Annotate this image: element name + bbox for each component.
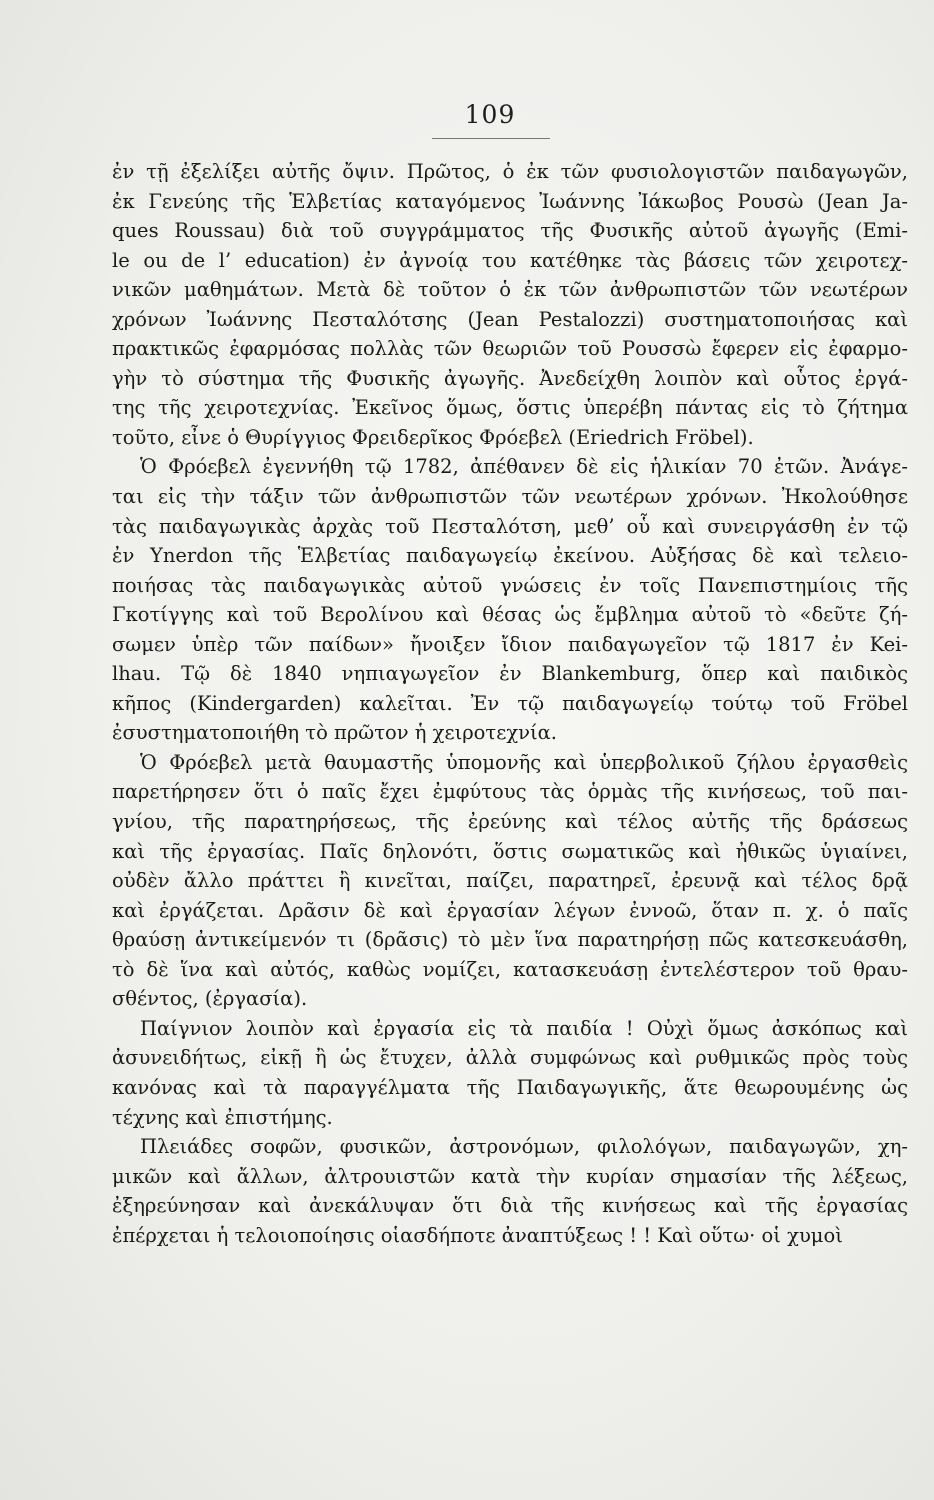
text-line: ἐκ Γενεύης τῆς Ἑλβετίας καταγόμενος Ἰωάννης Ἰάκωβος Ρουσὼ (Jean Ja- <box>112 189 908 213</box>
text-line: τέχνης καὶ ἐπιστήμης. <box>112 1105 333 1129</box>
text-line: Ὁ Φρόεβελ ἐγεννήθη τῷ 1782, ἀπέθανεν δὲ εἰς ἡλικίαν 70 ἐτῶν. Ἀνάγε- <box>140 455 908 479</box>
text-line: γὴν τὸ σύστημα τῆς Φυσικῆς ἀγωγῆς. Ἀνεδείχθη λοιπὸν καὶ οὗτος ἐργά- <box>112 366 908 390</box>
text-line: ἐξηρεύνησαν καὶ ἀνεκάλυψαν ὅτι διὰ τῆς κινήσεως καὶ τῆς ἐργασίας <box>112 1194 908 1218</box>
text-line: le ou de l’ education) ἐν ἀγνοίᾳ του κατέθηκε τὰς βάσεις τῶν χειροτεχ- <box>112 248 908 272</box>
text-line: ἐν Ynerdon τῆς Ἑλβετίας παιδαγωγείῳ ἐκείνου. Αὐξήσας δὲ καὶ τελειο- <box>112 544 908 568</box>
text-line: ἐσυστηματοποιήθη τὸ πρῶτον ἡ χειροτεχνία. <box>112 721 557 745</box>
text-line: τοῦτο, εἶνε ὁ Θυρίγγιος Φρειδερῖκος Φρόεβελ (Eriedrich Fröbel). <box>112 425 754 449</box>
text-line: καὶ ἐργάζεται. Δρᾶσιν δὲ καὶ ἐργασίαν λέγων ἐννοῶ, ὅταν π. χ. ὁ παῖς <box>112 898 908 922</box>
text-line: Παίγνιον λοιπὸν καὶ ἐργασία εἰς τὰ παιδία ! Οὐχὶ ὅμως ἀσκόπως καὶ <box>140 1016 908 1040</box>
text-line: παρετήρησεν ὅτι ὁ παῖς ἔχει ἐμφύτους τὰς ὁρμὰς τῆς κινήσεως, τοῦ παι- <box>112 780 908 804</box>
body-text <box>112 157 908 1250</box>
text-line: ται εἰς τὴν τάξιν τῶν ἀνθρωπιστῶν τῶν νεωτέρων χρόνων. Ἠκολούθησε <box>112 485 908 509</box>
text-line: ποιήσας τὰς παιδαγωγικὰς αὐτοῦ γνώσεις ἐν τοῖς Πανεπιστημίοις τῆς <box>112 573 908 597</box>
text-line: κανόνας καὶ τὰ παραγγέλματα τῆς Παιδαγωγικῆς, ἅτε θεωρουμένης ὡς <box>112 1075 908 1099</box>
page-number: 109 <box>464 100 516 129</box>
paragraph <box>112 1014 908 1132</box>
text-line: σθέντος, (ἐργασία). <box>112 987 308 1011</box>
header-rule <box>432 138 550 139</box>
paragraph <box>112 748 908 1014</box>
text-line: Γκοτίγγης καὶ τοῦ Βερολίνου καὶ θέσας ὡς ἔμβλημα αὐτοῦ τὸ «δεῦτε ζή- <box>112 603 908 627</box>
text-line: Ὁ Φρόεβελ μετὰ θαυμαστῆς ὑπομονῆς καὶ ὑπερβολικοῦ ζήλου ἐργασθεὶς <box>140 750 908 774</box>
text-line: χρόνων Ἰωάννης Πεσταλότσης (Jean Pestalozzi) συστηματοποιήσας καὶ <box>112 307 908 331</box>
paragraph <box>112 157 908 452</box>
text-line: ἐπέρχεται ἡ τελοιοποίησις οἱασδήποτε ἀναπτύξεως ! ! Καὶ οὕτω· οἱ χυμοὶ <box>112 1223 843 1247</box>
text-line: πρακτικῶς ἐφαρμόσας πολλὰς τῶν θεωριῶν τοῦ Ρουσσὼ ἔφερεν εἰς ἐφαρμο- <box>112 337 908 361</box>
text-line: οὐδὲν ἄλλο πράττει ἢ κινεῖται, παίζει, παρατηρεῖ, ἐρευνᾷ καὶ τέλος δρᾷ <box>112 869 908 893</box>
text-line: σωμεν ὑπὲρ τῶν παίδων» ἤνοιξεν ἴδιον παιδαγωγεῖον τῷ 1817 ἐν Kei- <box>112 632 908 656</box>
text-line: θραύσῃ ἀντικείμενόν τι (δρᾶσις) τὸ μὲν ἵνα παρατηρήσῃ πῶς κατεσκευάσθη, <box>112 928 908 952</box>
text-line: κῆπος (Kindergarden) καλεῖται. Ἐν τῷ παιδαγωγείῳ τούτῳ τοῦ Fröbel <box>112 691 908 715</box>
text-line: τὰς παιδαγωγικὰς ἀρχὰς τοῦ Πεσταλότση, μεθ’ οὗ καὶ συνειργάσθη ἐν τῷ <box>112 514 908 538</box>
text-line: ἀσυνειδήτως, εἰκῇ ἢ ὡς ἔτυχεν, ἀλλὰ συμφώνως καὶ ρυθμικῶς πρὸς τοὺς <box>112 1046 908 1070</box>
text-line: τὸ δὲ ἵνα καὶ αὐτός, καθὼς νομίζει, κατασκευάσῃ ἐντελέστερον τοῦ θραυ- <box>112 957 908 981</box>
text-line: ἐν τῇ ἐξελίξει αὐτῆς ὄψιν. Πρῶτος, ὁ ἐκ τῶν φυσιολογιστῶν παιδαγωγῶν, <box>112 160 908 183</box>
text-line: καὶ τῆς ἐργασίας. Παῖς δηλονότι, ὅστις σωματικῶς καὶ ἠθικῶς ὑγιαίνει, <box>112 839 908 863</box>
text-line: της τῆς χειροτεχνίας. Ἐκεῖνος ὅμως, ὅστις ὑπερέβη πάντας εἰς τὸ ζήτημα <box>112 396 908 420</box>
paragraph <box>112 1132 908 1250</box>
text-line: νικῶν μαθημάτων. Μετὰ δὲ τοῦτον ὁ ἐκ τῶν ἀνθρωπιστῶν τῶν νεωτέρων <box>112 278 908 302</box>
text-line: μικῶν καὶ ἄλλων, ἀλτρουιστῶν κατὰ τὴν κυρίαν σημασίαν τῆς λέξεως, <box>112 1164 908 1188</box>
text-line: γνίου, τῆς παρατηρήσεως, τῆς ἐρεύνης καὶ τέλος αὐτῆς τῆς δράσεως <box>112 810 908 834</box>
text-line: Πλειάδες σοφῶν, φυσικῶν, ἀστρονόμων, φιλολόγων, παιδαγωγῶν, χη- <box>140 1135 908 1159</box>
text-line: lhau. Τῷ δὲ 1840 νηπιαγωγεῖον ἐν Blankemburg, ὅπερ καὶ παιδικὸς <box>112 662 908 686</box>
paragraph <box>112 452 908 747</box>
text-line: ques Roussau) διὰ τοῦ συγγράμματος τῆς Φυσικῆς αὐτοῦ ἀγωγῆς (Emi- <box>112 219 908 243</box>
